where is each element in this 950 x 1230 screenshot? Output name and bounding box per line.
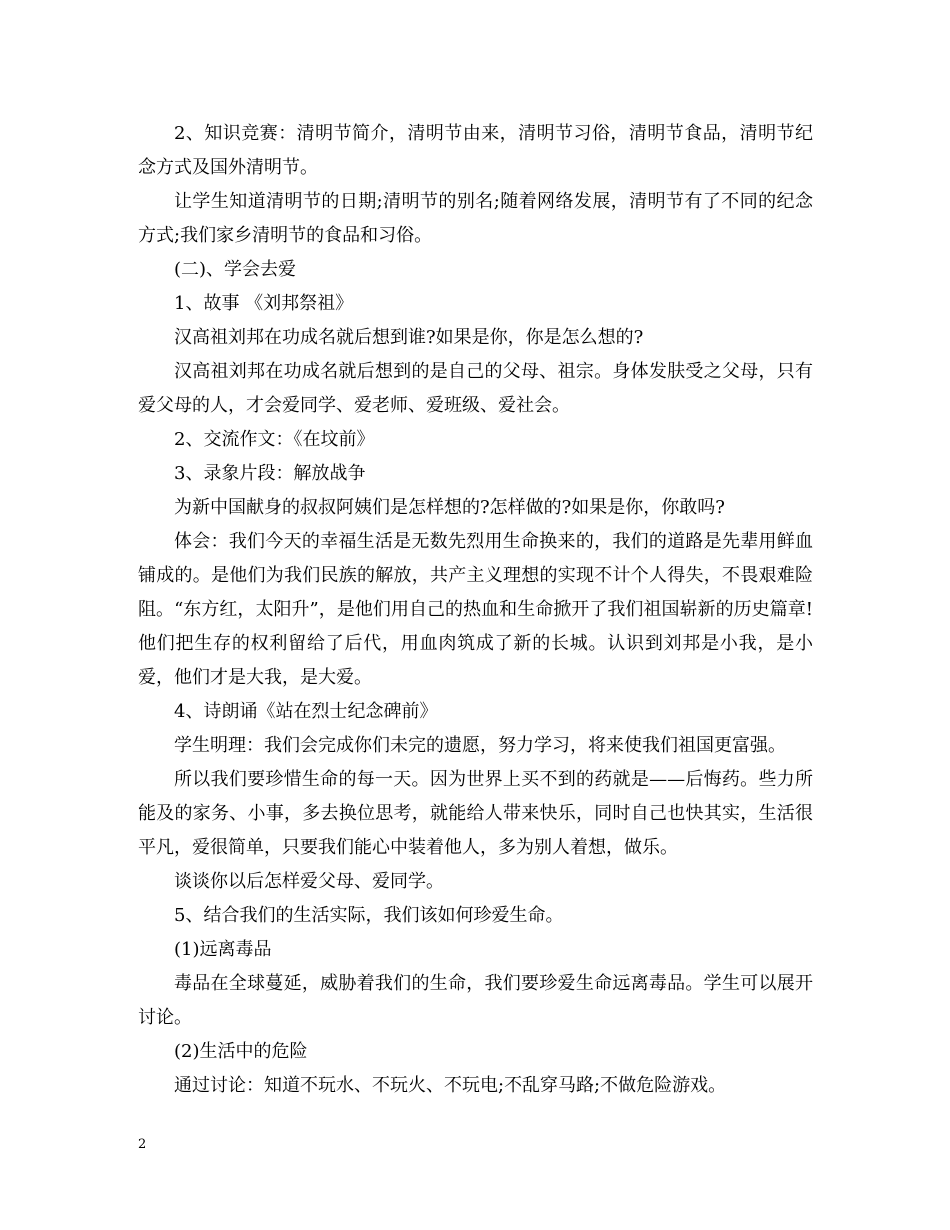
item-story-title: 1、故事 《刘邦祭祖》 [174, 293, 354, 314]
section-heading-learn-to-love: (二)、学会去爱 [174, 259, 297, 280]
item-poem-recitation: 4、诗朗诵《站在烈士纪念碑前》 [174, 701, 438, 722]
document-body [138, 117, 813, 1103]
paragraph-safety-rules: 通过讨论：知道不玩水、不玩火、不玩电;不乱穿马路;不做危险游戏。 [174, 1075, 727, 1096]
paragraph-discussion-prompt: 谈谈你以后怎样爱父母、爱同学。 [174, 871, 444, 892]
paragraph-story-question: 汉高祖刘邦在功成名就后想到谁?如果是你，你是怎么想的? [174, 327, 644, 348]
item-video-clip: 3、录象片段：解放战争 [174, 463, 366, 484]
paragraph-students-understand: 学生明理：我们会完成你们未完的遗愿，努力学习，将来使我们祖国更富强。 [174, 735, 786, 756]
page-number: 2 [138, 1137, 147, 1152]
item-cherish-life-practice: 5、结合我们的生活实际，我们该如何珍爱生命。 [174, 905, 564, 926]
paragraph-knowledge-contest: 2、知识竞赛：清明节简介，清明节由来，清明节习俗，清明节食品，清明节纪念方式及国外清明节。 [138, 123, 813, 178]
paragraph-cherish-life: 所以我们要珍惜生命的每一天。因为世界上买不到的药就是——后悔药。些力所能及的家务、小事，多去换位思考，就能给人带来快乐，同时自己也快其实，生活很平凡，爱很简单，只要我们能心中装着他人，多为别人着想，做乐。 [138, 769, 813, 858]
item-essay-exchange: 2、交流作文：《在坟前》 [174, 429, 375, 450]
subitem-stay-away-from-drugs: (1)远离毒品 [174, 939, 272, 960]
paragraph-drugs-discussion: 毒品在全球蔓延，威胁着我们的生命，我们要珍爱生命远离毒品。学生可以展开讨论。 [138, 973, 813, 1028]
paragraph-reflection: 体会：我们今天的幸福生活是无数先烈用生命换来的，我们的道路是先辈用鲜血铺成的。是他们为我们民族的解放，共产主义理想的实现不计个人得失，不畏艰难险阻。“东方红，太阳升”，是他们用自己的热血和生命掀开了我们祖国崭新的历史篇章!他们把生存的权利留给了后代，用血肉筑成了新的长城。认识到刘邦是小我，是小爱，他们才是大我，是大爱。 [138, 531, 813, 688]
paragraph-story-answer: 汉高祖刘邦在功成名就后想到的是自己的父母、祖宗。身体发肤受之父母，只有爱父母的人，才会爱同学、爱老师、爱班级、爱社会。 [138, 361, 813, 416]
paragraph-qingming-facts: 让学生知道清明节的日期;清明节的别名;随着网络发展，清明节有了不同的纪念方式;我们家乡清明节的食品和习俗。 [138, 191, 813, 246]
subitem-dangers-in-life: (2)生活中的危险 [174, 1041, 308, 1062]
paragraph-video-question: 为新中国献身的叔叔阿姨们是怎样想的?怎样做的?如果是你，你敢吗? [174, 497, 725, 518]
